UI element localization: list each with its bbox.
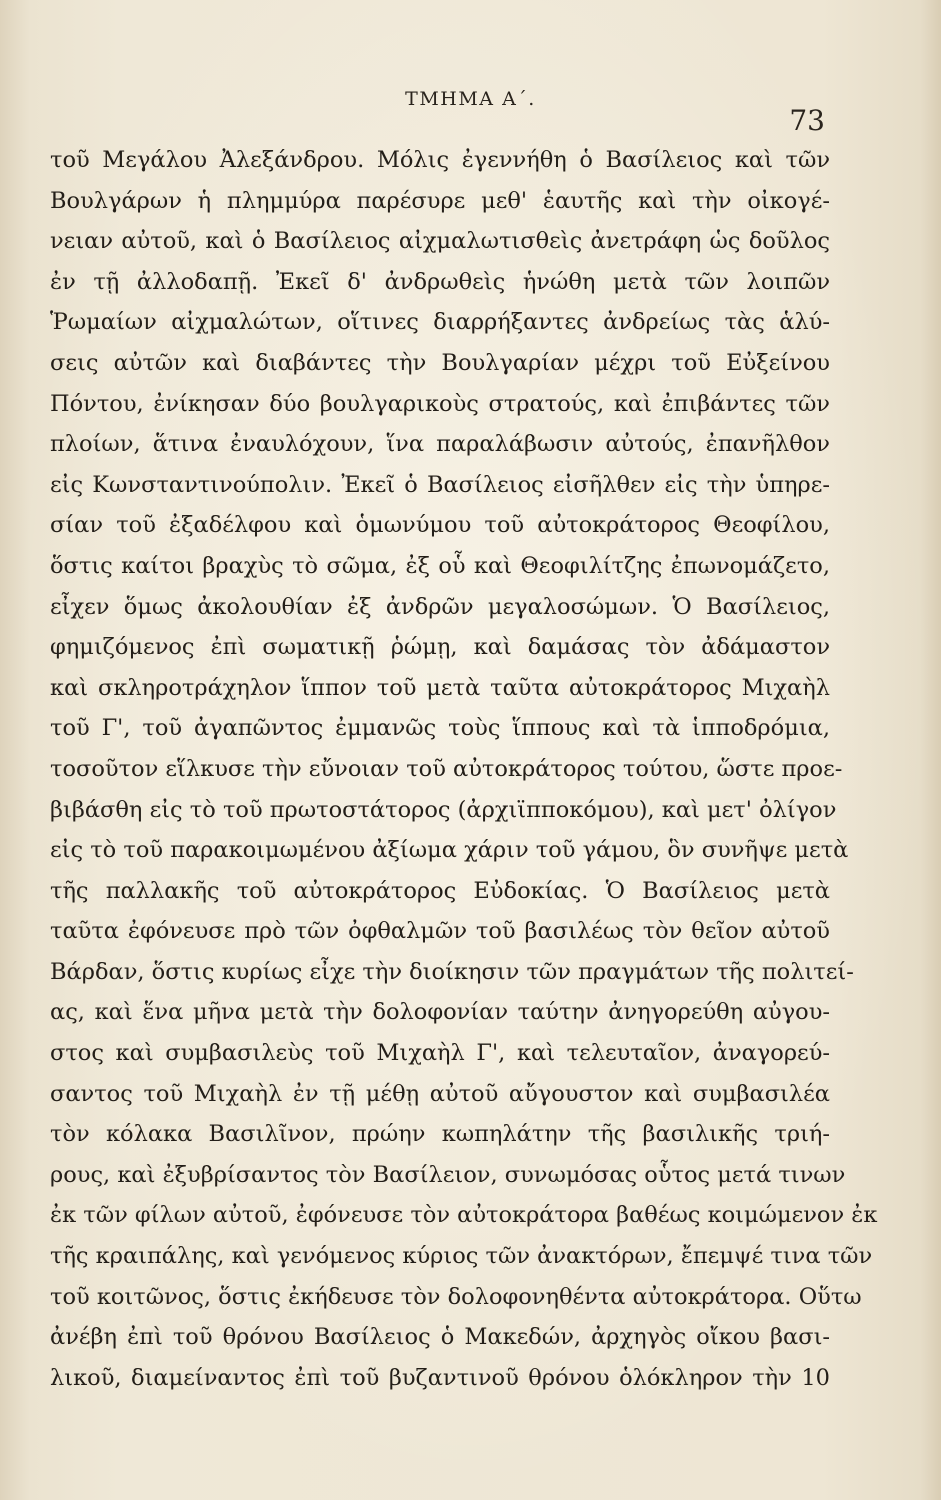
text-line: εἶχεν ὅμως ἀκολουθίαν ἐξ ἀνδρῶν μεγαλοσώμων. Ὁ Βασίλειος, [50,593,830,620]
text-line: πλοίων, ἅτινα ἐναυλόχουν, ἵνα παραλάβωσιν αὐτούς, ἐπανῆλθον [50,431,830,458]
text-line: βιβάσθη εἰς τὸ τοῦ πρωτοστάτορος (ἀρχιϊπποκόμου), καὶ μετ' ὀλίγον [50,796,837,823]
text-line: ας, καὶ ἕνα μῆνα μετὰ τὴν δολοφονίαν ταύτην ἀνηγορεύθη αὐγου- [50,999,830,1026]
text-line: εἰς τὸ τοῦ παρακοιμωμένου ἀξίωμα χάριν τοῦ γάμου, ὃν συνῆψε μετὰ [50,837,849,864]
text-line: τοῦ κοιτῶνος, ὅστις ἐκήδευσε τὸν δολοφονηθέντα αὐτοκράτορα. Οὕτω [50,1283,862,1310]
text-line: σεις αὐτῶν καὶ διαβάντες τὴν Βουλγαρίαν μέχρι τοῦ Εὐξείνου [50,349,830,376]
text-line: ταῦτα ἐφόνευσε πρὸ τῶν ὀφθαλμῶν τοῦ βασιλέως τὸν θεῖον αὐτοῦ [50,918,830,945]
text-line: λικοῦ, διαμείναντος ἐπὶ τοῦ βυζαντινοῦ θρόνου ὁλόκληρον τὴν 10 [50,1364,830,1391]
text-line: Πόντου, ἐνίκησαν δύο βουλγαρικοὺς στρατούς, καὶ ἐπιβάντες τῶν [50,390,830,417]
text-line: ἐκ τῶν φίλων αὐτοῦ, ἐφόνευσε τὸν αὐτοκράτορα βαθέως κοιμώμενον ἐκ [50,1202,878,1229]
body-text [50,140,878,1398]
text-line: ἐν τῇ ἀλλοδαπῇ. Ἐκεῖ δ' ἀνδρωθεὶς ἡνώθη μετὰ τῶν λοιπῶν [50,268,830,295]
text-line: Βουλγάρων ἡ πλημμύρα παρέσυρε μεθ' ἑαυτῆς καὶ τὴν οἰκογέ- [50,187,830,214]
text-line: Ῥωμαίων αἰχμαλώτων, οἵτινες διαρρήξαντες ἀνδρείως τὰς ἁλύ- [50,309,830,336]
page-number: 73 [789,104,825,137]
text-line: στος καὶ συμβασιλεὺς τοῦ Μιχαὴλ Γ', καὶ τελευταῖον, ἀναγορεύ- [50,1040,830,1067]
text-line: σαντος τοῦ Μιχαὴλ ἐν τῇ μέθῃ αὐτοῦ αὔγουστον καὶ συμβασιλέα [50,1080,830,1107]
text-line: Βάρδαν, ὅστις κυρίως εἶχε τὴν διοίκησιν τῶν πραγμάτων τῆς πολιτεί- [50,958,854,985]
text-line: ἀνέβη ἐπὶ τοῦ θρόνου Βασίλειος ὁ Μακεδών, ἀρχηγὸς οἴκου βασι- [50,1324,830,1351]
text-line: τοῦ Γ', τοῦ ἀγαπῶντος ἐμμανῶς τοὺς ἵππους καὶ τὰ ἱπποδρόμια, [50,715,830,742]
text-line: τοσοῦτον εἵλκυσε τὴν εὔνοιαν τοῦ αὐτοκράτορος τούτου, ὥστε προε- [50,755,843,782]
text-line: ρους, καὶ ἐξυβρίσαντος τὸν Βασίλειον, συνωμόσας οὗτος μετά τινων [50,1161,846,1188]
running-head: ΤΜΗΜΑ Α΄. [405,88,536,110]
text-line: τὸν κόλακα Βασιλῖνον, πρώην κωπηλάτην τῆς βασιλικῆς τριή- [50,1121,830,1148]
text-line: καὶ σκληροτράχηλον ἵππον τοῦ μετὰ ταῦτα αὐτοκράτορος Μιχαὴλ [50,674,830,701]
text-line: σίαν τοῦ ἐξαδέλφου καὶ ὁμωνύμου τοῦ αὐτοκράτορος Θεοφίλου, [50,512,830,539]
text-line: εἰς Κωνσταντινούπολιν. Ἐκεῖ ὁ Βασίλειος εἰσῆλθεν εἰς τὴν ὑπηρε- [50,471,830,498]
text-line: νειαν αὐτοῦ, καὶ ὁ Βασίλειος αἰχμαλωτισθεὶς ἀνετράφη ὡς δοῦλος [50,228,830,255]
text-line: τῆς παλλακῆς τοῦ αὐτοκράτορος Εὐδοκίας. Ὁ Βασίλειος μετὰ [50,877,830,904]
text-line: τῆς κραιπάλης, καὶ γενόμενος κύριος τῶν ἀνακτόρων, ἔπεμψέ τινα τῶν [50,1243,873,1270]
text-line: ὅστις καίτοι βραχὺς τὸ σῶμα, ἐξ οὗ καὶ Θεοφιλίτζης ἐπωνομάζετο, [50,552,830,579]
text-line: τοῦ Μεγάλου Ἀλεξάνδρου. Μόλις ἐγεννήθη ὁ Βασίλειος καὶ τῶν [50,147,830,173]
text-line: φημιζόμενος ἐπὶ σωματικῇ ῥώμῃ, καὶ δαμάσας τὸν ἀδάμαστον [50,634,830,661]
